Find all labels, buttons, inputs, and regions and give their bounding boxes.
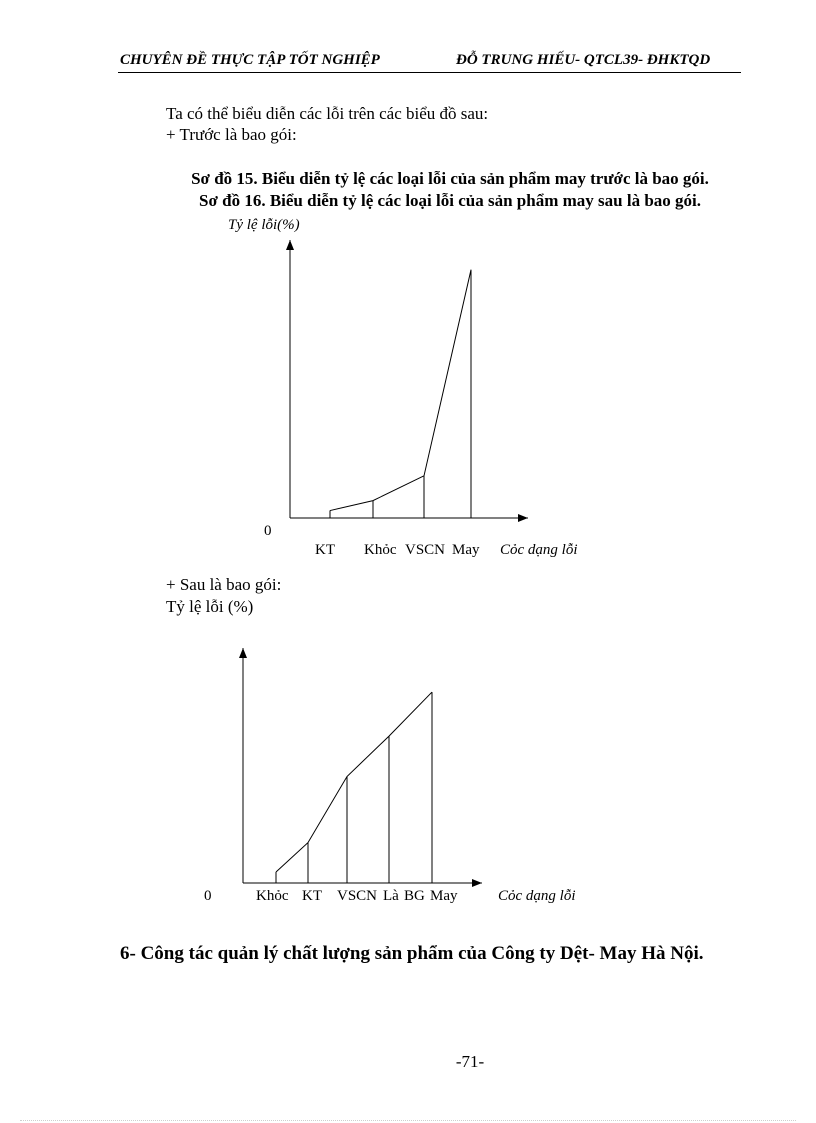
origin-label: 0 xyxy=(204,888,212,904)
x-tick-label: BG xyxy=(404,888,425,904)
after-packaging-ylabel: Tỷ lệ lỗi (%) xyxy=(166,597,254,616)
intro-text: Ta có thể biểu diễn các lỗi trên các biểu đồ sau: xyxy=(166,104,489,123)
before-packaging-label: + Trước là bao gói: xyxy=(166,125,297,144)
series-line xyxy=(276,692,432,872)
y-axis-label: Tỷ lệ lỗi(%) xyxy=(228,217,300,233)
origin-label: 0 xyxy=(264,523,272,539)
series-line xyxy=(330,270,471,511)
x-tick-label: KT xyxy=(302,888,322,904)
y-axis-arrow xyxy=(286,240,294,250)
page-bottom-edge xyxy=(20,1120,796,1121)
x-tick-label: KT xyxy=(315,542,335,558)
x-tick-label: VSCN xyxy=(337,888,378,904)
section-heading: 6- Công tác quản lý chất lượng sản phẩm của Công ty Dệt- May Hà Nội. xyxy=(120,943,704,964)
x-axis-arrow xyxy=(472,879,482,887)
chart-caption-16: Sơ đồ 16. Biểu diễn tỷ lệ các loại lỗi của sản phẩm may sau là bao gói. xyxy=(199,191,701,210)
x-tick-label: May xyxy=(430,888,458,904)
x-tick-label: VSCN xyxy=(405,542,446,558)
x-axis-arrow xyxy=(518,514,528,522)
chart-caption-15: Sơ đồ 15. Biểu diễn tỷ lệ các loại lỗi của sản phẩm may trước là bao gói. xyxy=(191,169,709,188)
y-axis-arrow xyxy=(239,648,247,658)
header-title-left: CHUYÊN ĐỀ THỰC TẬP TỐT NGHIỆP xyxy=(120,52,380,68)
chart-after-packaging xyxy=(204,648,576,904)
after-packaging-label: + Sau là bao gói: xyxy=(166,575,282,594)
chart-before-packaging xyxy=(228,217,578,558)
x-tick-label: Là xyxy=(383,888,399,904)
x-tick-label: Khỏc xyxy=(364,542,397,558)
x-axis-label: Cỏc dạng lỗi xyxy=(500,542,578,558)
page-number: -71- xyxy=(455,1052,485,1071)
x-tick-label: Khỏc xyxy=(256,888,289,904)
x-axis-label: Cỏc dạng lỗi xyxy=(498,888,576,904)
x-tick-label: May xyxy=(452,542,480,558)
header-title-right: ĐỖ TRUNG HIẾU- QTCL39- ĐHKTQD xyxy=(456,52,711,68)
